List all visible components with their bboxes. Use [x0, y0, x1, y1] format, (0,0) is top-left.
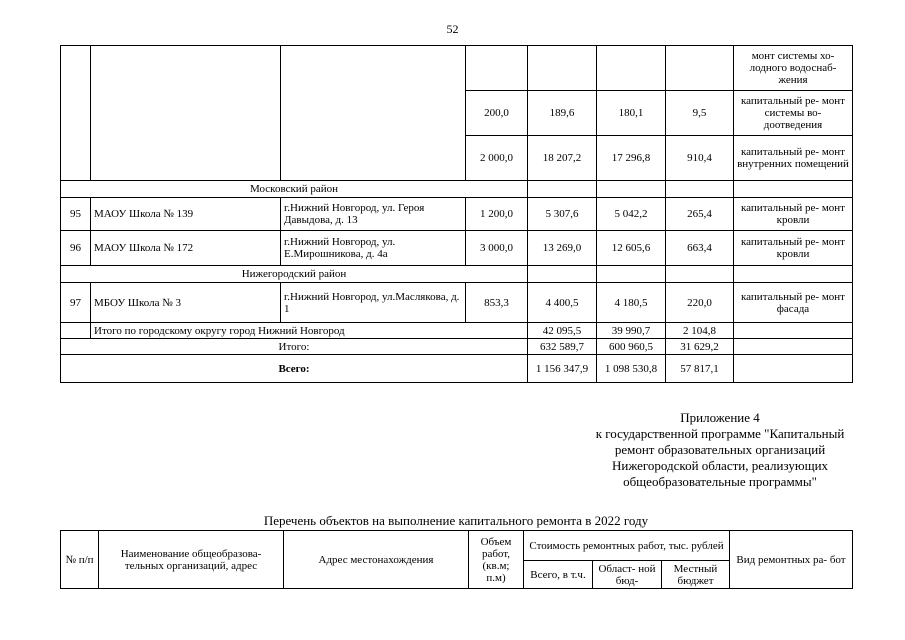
work-type-cell: монт системы хо- лодного водоснаб- жения — [734, 46, 853, 91]
district-row — [61, 266, 853, 283]
header-row — [61, 531, 853, 561]
work-type-cell: капитальный ре- монт внутренних помещений — [734, 136, 853, 181]
regional-cell: 39 990,7 — [597, 323, 666, 339]
area-cell: 2 000,0 — [466, 136, 528, 181]
regional-cell: 180,1 — [597, 91, 666, 136]
header-name: Наименование общеобразова- тельных организаций, адрес — [99, 531, 284, 589]
regional-cell: 12 605,6 — [597, 231, 666, 266]
total-cell: 18 207,2 — [528, 136, 597, 181]
total-cell: 1 156 347,9 — [528, 355, 597, 383]
total-cell: 13 269,0 — [528, 231, 597, 266]
total-cell: 4 400,5 — [528, 283, 597, 323]
local-cell: 57 817,1 — [666, 355, 734, 383]
itogo-row — [61, 339, 853, 355]
total-cell: 632 589,7 — [528, 339, 597, 355]
school-address: г.Нижний Новгород, ул. Героя Давыдова, д. 13 — [281, 198, 466, 231]
local-cell: 265,4 — [666, 198, 734, 231]
district-row — [61, 181, 853, 198]
table-row — [61, 46, 853, 91]
regional-cell: 1 098 530,8 — [597, 355, 666, 383]
header-cost: Стоимость ремонтных работ, тыс. рублей — [524, 531, 730, 561]
regional-cell: 4 180,5 — [597, 283, 666, 323]
local-cell: 2 104,8 — [666, 323, 734, 339]
total-cell: 5 307,6 — [528, 198, 597, 231]
header-address: Адрес местонахождения — [284, 531, 469, 589]
table-row — [61, 283, 853, 323]
local-cell: 31 629,2 — [666, 339, 734, 355]
row-number: 95 — [61, 198, 91, 231]
school-address: г.Нижний Новгород, ул. Е.Мирошникова, д. 4а — [281, 231, 466, 266]
row-number: 96 — [61, 231, 91, 266]
work-type-cell: капитальный ре- монт системы во- доотведения — [734, 91, 853, 136]
work-type-cell: капитальный ре- монт кровли — [734, 198, 853, 231]
itogo-label: Итого: — [61, 339, 528, 355]
header-local: Местный бюджет — [662, 561, 730, 589]
table-row — [61, 231, 853, 266]
local-cell: 9,5 — [666, 91, 734, 136]
header-work-type: Вид ремонтных ра- бот — [730, 531, 853, 589]
total-cell: 189,6 — [528, 91, 597, 136]
work-type-cell: капитальный ре- монт кровли — [734, 231, 853, 266]
area-cell: 3 000,0 — [466, 231, 528, 266]
area-cell: 200,0 — [466, 91, 528, 136]
vsego-label: Всего: — [61, 355, 528, 383]
total-cell: 42 095,5 — [528, 323, 597, 339]
district-label: Московский район — [61, 181, 528, 198]
regional-cell: 5 042,2 — [597, 198, 666, 231]
header-number: № п/п — [61, 531, 99, 589]
row-number: 97 — [61, 283, 91, 323]
local-cell: 910,4 — [666, 136, 734, 181]
school-address: г.Нижний Новгород, ул.Маслякова, д. 1 — [281, 283, 466, 323]
list-title: Перечень объектов на выполнение капитального ремонта в 2022 году — [263, 513, 649, 528]
vsego-row — [61, 355, 853, 383]
district-label: Нижегородский район — [61, 266, 528, 283]
page-number: 52 — [446, 22, 459, 36]
header-total: Всего, в т.ч. — [524, 561, 593, 589]
repair-table-continued — [60, 45, 853, 383]
school-name: МАОУ Школа № 139 — [91, 198, 281, 231]
appendix-line: Нижегородской области, реализующих — [611, 458, 829, 473]
repair-list-header-table — [60, 530, 853, 589]
area-cell: 1 200,0 — [466, 198, 528, 231]
regional-cell: 17 296,8 — [597, 136, 666, 181]
regional-cell: 600 960,5 — [597, 339, 666, 355]
school-name: МБОУ Школа № 3 — [91, 283, 281, 323]
area-cell: 853,3 — [466, 283, 528, 323]
appendix-line: общеобразовательные программы" — [623, 474, 817, 489]
appendix-heading — [520, 410, 905, 490]
header-area: Объем работ, (кв.м; п.м) — [469, 531, 524, 589]
city-total-row — [61, 323, 853, 339]
local-cell: 220,0 — [666, 283, 734, 323]
city-total-label: Итого по городскому округу город Нижний Новгород — [91, 323, 528, 339]
table-row — [61, 198, 853, 231]
appendix-line: Приложение 4 — [680, 410, 760, 425]
school-name: МАОУ Школа № 172 — [91, 231, 281, 266]
appendix-line: к государственной программе "Капитальный — [595, 426, 845, 441]
header-regional: Област- ной бюд- — [593, 561, 662, 589]
local-cell: 663,4 — [666, 231, 734, 266]
appendix-line: ремонт образовательных организаций — [614, 442, 826, 457]
work-type-cell: капитальный ре- монт фасада — [734, 283, 853, 323]
